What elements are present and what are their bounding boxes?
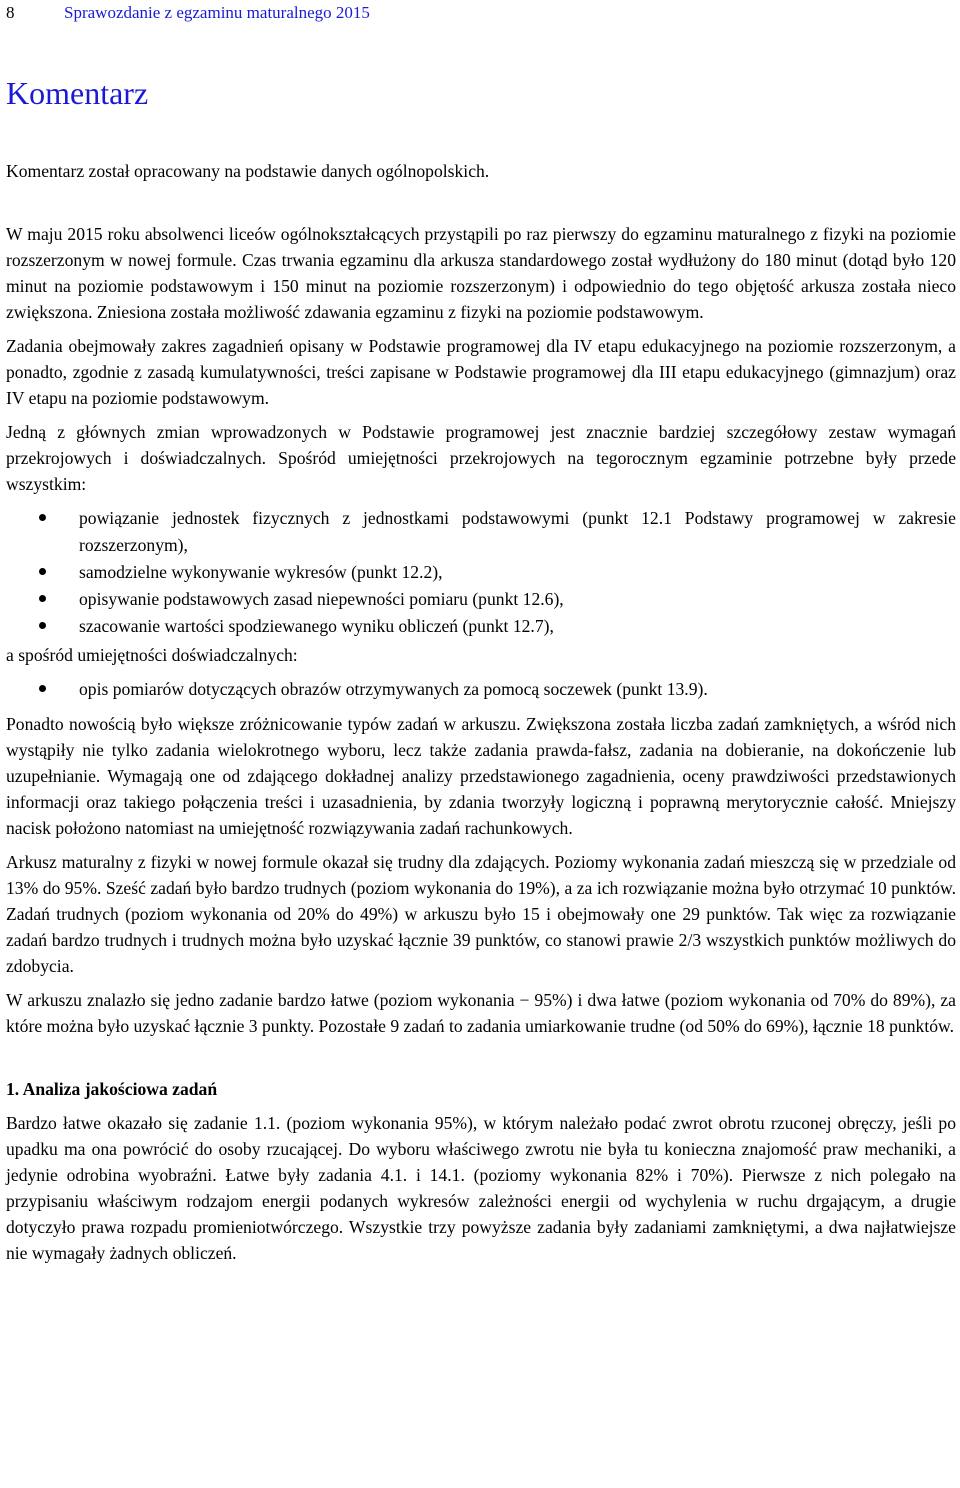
list-item: [6, 559, 956, 586]
running-header: [6, 3, 370, 23]
skills-list-experimental: [6, 676, 956, 703]
section-title: Komentarz: [6, 75, 149, 111]
paragraph-scope: Zadania obejmowały zakres zagadnień opisany w Podstawie programowej dla IV etapu edukacyjnego na poziomie rozszerzonym, a ponadto, zgodnie z zasadą kumulatywności, treści zapisane w Podstawie programowej dla III etapu edukacyjnego (gimnazjum) oraz IV etapu na poziomie podstawowym.: [6, 336, 956, 408]
list-item-text: szacowanie wartości spodziewanego wyniku obliczeń (punkt 12.7),: [79, 616, 554, 636]
paragraph-experimental-intro: a spośród umiejętności doświadczalnych:: [6, 645, 298, 665]
list-item: [6, 586, 956, 613]
paragraph-task-types: Ponadto nowością było większe zróżnicowanie typów zadań w arkuszu. Zwiększona została liczba zadań zamkniętych, a wśród nich wystąpiły nie tylko zadania wielokrotnego wyboru, lecz także zadania prawda-fałsz, zadania na dobieranie, na dokończenie lub uzupełnianie. Wymagają one od zdającego dokładnej analizy przedstawionego zagadnienia, oceny prawdziwości przedstawionych informacji oraz takiego połączenia treści i uzasadnienia, by zdania tworzyły logiczną i poprawną merytorycznie całość. Mniejszy nacisk położono natomiast na umiejętność rozwiązywania zadań rachunkowych.: [6, 714, 956, 838]
list-item: [6, 613, 956, 640]
list-item: [6, 676, 956, 703]
list-item-text: samodzielne wykonywanie wykresów (punkt 12.2),: [79, 562, 443, 582]
bullet-icon: [39, 685, 46, 692]
paragraph-format-change: W maju 2015 roku absolwenci liceów ogólnokształcących przystąpili po raz pierwszy do egzaminu maturalnego z fizyki na poziomie rozszerzonym w nowej formule. Czas trwania egzaminu dla arkusza standardowego został wydłużony do 180 minut (dotąd było 120 minut na poziomie podstawowym i 150 minut na poziomie rozszerzonym) i odpowiednio do tego objętość arkusza została nieco zwiększona. Zniesiona została możliwość zdawania egzaminu z fizyki na poziomie podstawowym.: [6, 224, 956, 322]
paragraph-difficulty: Arkusz maturalny z fizyki w nowej formule okazał się trudny dla zdających. Poziomy wykonania zadań mieszczą się w przedziale od 13% do 95%. Sześć zadań było bardzo trudnych (poziom wykonania do 19%), a za ich rozwiązanie można było otrzymać 10 punktów. Zadań trudnych (poziom wykonania od 20% do 49%) w arkuszu było 15 i obejmowały one 29 punktów. Tak więc za rozwiązanie zadań bardzo trudnych i trudnych można było uzyskać łącznie 39 punktów, co stanowi prawie 2/3 wszystkich punktów możliwych do zdobycia.: [6, 852, 956, 976]
analysis-heading: 1. Analiza jakościowa zadań: [6, 1079, 218, 1099]
paragraph-analysis: Bardzo łatwe okazało się zadanie 1.1. (poziom wykonania 95%), w którym należało podać zwrot obrotu rzuconej obręczy, jeśli po upadku ma ona powrócić do osoby rzucającej. Do wyboru właściwego zwrotu nie była tu konieczna znajomość praw mechaniki, a jedynie odrobina wyobraźni. Łatwe były zadania 4.1. i 14.1. (poziomy wykonania 82% i 70%). Pierwsze z nich polegało na przypisaniu właściwym rodzajom energii podanych wykresów zależności energii od wychylenia w ruchu drgającym, a drugie dotyczyło prawa rozpadu promieniotwórczego. Wszystkie trzy powyższe zadania były zadaniami zamkniętymi, a dwa najłatwiejsze nie wymagały żadnych obliczeń.: [6, 1113, 956, 1263]
list-item: [6, 505, 956, 559]
bullet-icon: [39, 568, 46, 575]
list-item-text: powiązanie jednostek fizycznych z jednostkami podstawowymi (punkt 12.1 Podstawy programowej w zakresie rozszerzonym),: [79, 508, 956, 555]
paragraph-main-changes: Jedną z głównych zmian wprowadzonych w Podstawie programowej jest znacznie bardziej szczegółowy zestaw wymagań przekrojowych i doświadczalnych. Spośród umiejętności przekrojowych na tegorocznym egzaminie potrzebne były przede wszystkim:: [6, 422, 956, 494]
list-item-text: opisywanie podstawowych zasad niepewności pomiaru (punkt 12.6),: [79, 589, 564, 609]
header-title: Sprawozdanie z egzaminu maturalnego 2015: [64, 3, 370, 22]
bullet-icon: [39, 514, 46, 521]
list-item-text: opis pomiarów dotyczących obrazów otrzymywanych za pomocą soczewek (punkt 13.9).: [79, 679, 708, 699]
skills-list-crosscutting: [6, 505, 956, 640]
bullet-icon: [39, 622, 46, 629]
bullet-icon: [39, 595, 46, 602]
page-number: 8: [6, 3, 15, 22]
intro-paragraph: Komentarz został opracowany na podstawie danych ogólnopolskich.: [6, 161, 490, 181]
paragraph-easy-tasks: W arkuszu znalazło się jedno zadanie bardzo łatwe (poziom wykonania − 95%) i dwa łatwe (poziom wykonania od 70% do 89%), za które można było uzyskać łącznie 3 punkty. Pozostałe 9 zadań to zadania umiarkowanie trudne (od 50% do 69%), łącznie 18 punktów.: [6, 990, 956, 1036]
document-body: [6, 158, 956, 1266]
